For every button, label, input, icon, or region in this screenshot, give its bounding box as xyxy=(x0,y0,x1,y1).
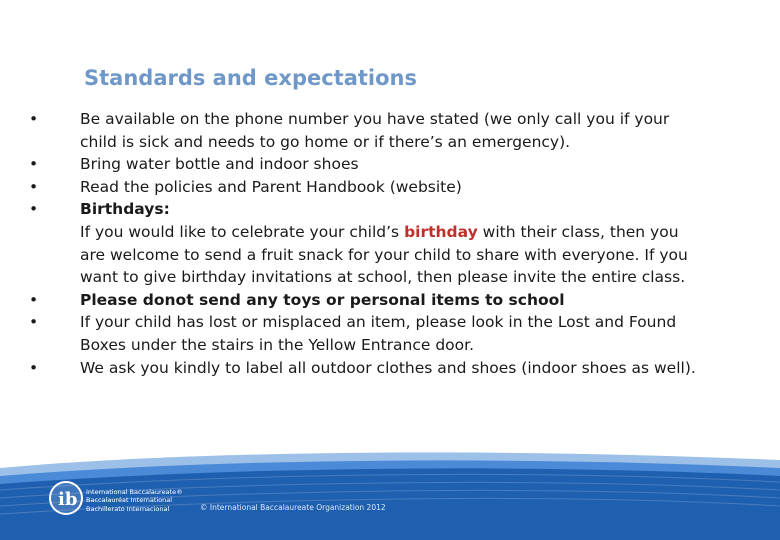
ib-name-fr: Baccalauréat International xyxy=(86,496,173,505)
bullet-text-phone: Be available on the phone number you have stated (we only call you if your child is sick and needs to go home or if there’s an emergency). xyxy=(80,110,670,151)
ib-logo-mark: ib xyxy=(58,489,78,510)
list-item xyxy=(0,357,700,380)
ib-name-es: Bachillerato Internacional xyxy=(86,504,170,513)
list-item xyxy=(0,153,700,176)
list-item xyxy=(0,198,700,288)
page-title: Standards and expectations xyxy=(84,66,417,90)
ib-logo-text xyxy=(86,488,183,513)
birthdays-heading: Birthdays: xyxy=(80,200,170,219)
birthday-highlight: birthday xyxy=(404,222,478,241)
expectations-list xyxy=(0,108,700,379)
ib-name-en: International Baccalaureate® xyxy=(86,488,183,496)
list-item xyxy=(0,108,700,153)
list-item xyxy=(0,289,700,312)
bullet-text-toys: Please donot send any toys or personal items to school xyxy=(80,290,565,309)
bullet-text-policies: Read the policies and Parent Handbook (website) xyxy=(80,177,462,196)
list-item xyxy=(0,311,700,356)
bullet-text-labels: We ask you kindly to label all outdoor clothes and shoes (indoor shoes as well). xyxy=(80,358,696,377)
bullet-text-water: Bring water bottle and indoor shoes xyxy=(80,155,359,174)
copyright-text: © International Baccalaureate Organization 2012 xyxy=(200,503,386,512)
bullet-text-lost-found: If your child has lost or misplaced an item, please look in the Lost and Found Boxes under the stairs in the Yellow Entrance door. xyxy=(80,313,677,354)
list-item xyxy=(0,176,700,199)
birthdays-text-post: with their class, then you are welcome to send a fruit snack for your child to share with everyone. If you want to give birthday invitations at school, then please invite the entire class. xyxy=(80,222,688,287)
ib-logo-icon xyxy=(50,482,82,514)
birthdays-text-pre: If you would like to celebrate your child’s xyxy=(80,222,405,241)
